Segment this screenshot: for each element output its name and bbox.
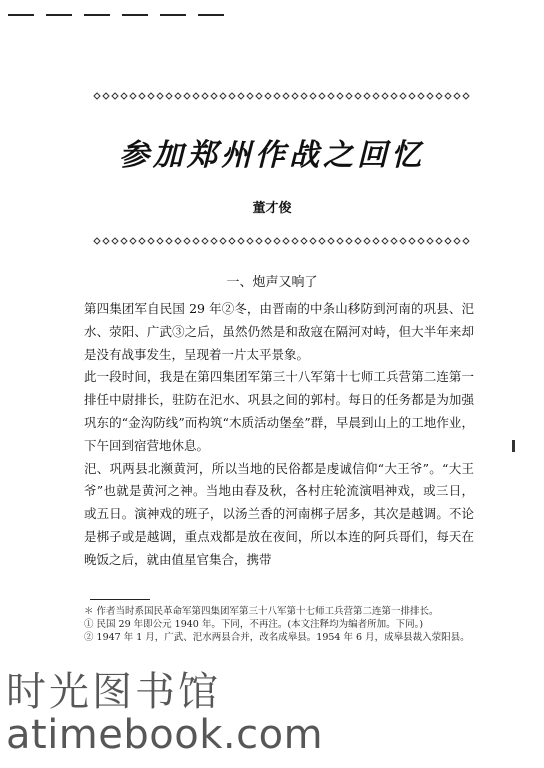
footnotes bbox=[84, 605, 479, 644]
ornament-pattern bbox=[90, 236, 470, 246]
article-title: 参加郑州作战之回忆 bbox=[119, 138, 425, 173]
paragraph: 汜、巩两县北濒黄河，所以当地的民俗都是虔诚信仰“大王爷”。“大王爷”也就是黄河之神。当地由春及秋，各村庄轮流演唱神戏，或三日，或五日。演神戏的班子，以汤兰香的河南梆子居多，其次是越调。不论是梆子或是越调，重点戏都是放在夜间，所以本连的阿兵哥们，每天在晚饭之后，就由值星官集合，携带 bbox=[84, 460, 474, 567]
section-heading: 一、炮声又响了 bbox=[226, 275, 318, 290]
watermark-url: atimebook.com bbox=[6, 712, 324, 758]
paragraph: 此一段时间，我是在第四集团军第三十八军第十七师工兵营第二连第一排任中尉排长，驻防在汜水、巩县之间的郭村。每日的任务都是为加强巩东的“金沟防线”而构筑“木质活动堡垒”群，早晨到山上的工地作业，下午回到宿营地休息。 bbox=[84, 369, 474, 453]
author-name: 董才俊 bbox=[252, 201, 292, 216]
watermark-text: 时光图书馆 bbox=[6, 669, 221, 715]
footnote: ＊ 作者当时系国民革命军第四集团军第三十八军第十七师工兵营第二连第一排排长。 bbox=[84, 606, 439, 617]
ornament-border-bottom bbox=[90, 236, 470, 246]
header-dashes bbox=[8, 14, 224, 16]
footnote: ② 1947 年 1 月，广武、汜水两县合并，改名成皋县。1954 年 6 月，成皋县裁入荥阳县。 bbox=[84, 632, 470, 643]
margin-mark bbox=[512, 440, 515, 452]
ornament-border-top bbox=[90, 91, 470, 101]
article-body bbox=[84, 298, 474, 572]
paragraph: 第四集团军自民国 29 年②冬，由晋南的中条山移防到河南的巩县、汜水、荥阳、广武③之后，虽然仍然是和敌寇在隔河对峙，但大半年来却是没有战事发生，呈现着一片太平景象。 bbox=[84, 301, 474, 362]
footnote-rule bbox=[90, 599, 150, 600]
ornament-pattern bbox=[90, 91, 470, 101]
footnote: ① 民国 29 年即公元 1940 年。下同，不再注。(本文注释均为编者所加。下同。) bbox=[84, 619, 424, 630]
